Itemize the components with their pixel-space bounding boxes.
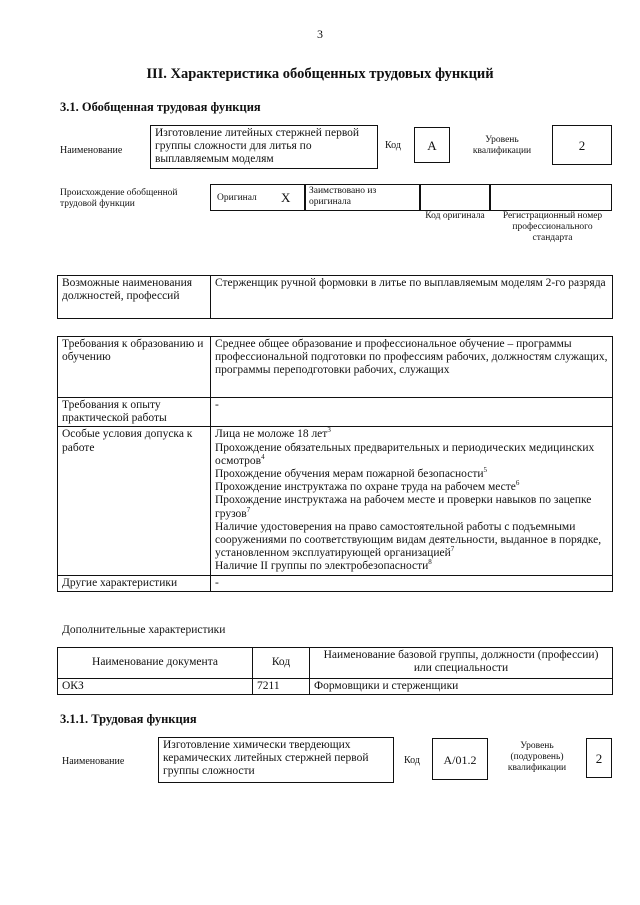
footnote-ref: 4 <box>261 452 265 461</box>
gtf-code-label: Код <box>385 140 401 151</box>
code-orig-caption: Код оригинала <box>425 211 485 221</box>
section-title: III. Характеристика обобщенных трудовых функций <box>146 66 494 82</box>
positions-table <box>57 275 613 319</box>
row-doc: ОКЗ <box>58 679 253 695</box>
positions-label: Возможные наименования должностей, профессий <box>58 276 211 319</box>
gtf-heading: 3.1. Обобщенная трудовая функция <box>60 100 261 114</box>
tf-level-label: Уровень (подуровень) квалификации <box>507 741 567 773</box>
page-number: 3 <box>317 27 323 41</box>
additional-table <box>57 647 613 695</box>
row-name: Формовщики и стерженщики <box>310 679 613 695</box>
gtf-level-label: Уровень квалификации <box>472 135 532 156</box>
special-conditions-label: Особые условия допуска к работе <box>58 427 211 575</box>
reg-number-box <box>490 184 612 211</box>
original-label: Оригинал <box>217 193 257 203</box>
positions-value: Стерженщик ручной формовки в литье по выплавляемым моделям 2-го разряда <box>211 276 613 319</box>
col-name-header: Наименование базовой группы, должности (профессии) или специальности <box>310 648 613 679</box>
reg-caption: Регистрационный номер профессионального стандарта <box>502 211 603 243</box>
col-doc-header: Наименование документа <box>58 648 253 679</box>
footnote-ref: 7 <box>450 545 455 554</box>
tf-code-label: Код <box>404 755 420 766</box>
col-code-header: Код <box>253 648 310 679</box>
special-conditions-list <box>211 427 613 575</box>
special-condition-item <box>215 481 608 494</box>
gtf-level-value: 2 <box>552 125 612 165</box>
additional-heading: Дополнительные характеристики <box>62 624 226 636</box>
special-condition-item <box>215 428 608 441</box>
education-value: Среднее общее образование и профессиональное обучение – программы профессиональной подготовки по профессиям рабочих, должностям служащих, программы переподготовки рабочих, служащих <box>211 337 613 398</box>
special-condition-item <box>215 442 608 468</box>
special-condition-text: Прохождение инструктажа по охране труда на рабочем месте <box>215 481 516 494</box>
tf-name-value: Изготовление химически твердеющих керамических литейных стержней первой группы сложности <box>158 737 394 783</box>
special-condition-text: Наличие II группы по электробезопасности <box>215 560 429 573</box>
special-condition-item <box>215 521 608 561</box>
original-box <box>210 184 305 211</box>
special-condition-text: Прохождение обязательных предварительных и периодических медицинских осмотров <box>215 441 595 467</box>
special-condition-item <box>215 468 608 481</box>
special-condition-item <box>215 560 608 573</box>
row-code: 7211 <box>253 679 310 695</box>
tf-heading: 3.1.1. Трудовая функция <box>60 712 197 726</box>
footnote-ref: 8 <box>428 558 432 567</box>
special-condition-text: Прохождение инструктажа на рабочем месте и проверки навыков по зацепке грузов <box>215 494 592 520</box>
tf-code-value: A/01.2 <box>432 738 488 780</box>
requirements-table <box>57 336 613 592</box>
table-row <box>58 679 613 695</box>
original-mark: X <box>281 190 291 205</box>
footnote-ref: 6 <box>515 479 520 488</box>
experience-value: - <box>211 398 613 427</box>
footnote-ref: 5 <box>483 466 488 475</box>
other-value: - <box>211 575 613 591</box>
tf-name-label: Наименование <box>62 756 125 767</box>
experience-label: Требования к опыту практической работы <box>58 398 211 427</box>
gtf-name-label: Наименование <box>60 145 123 156</box>
special-condition-text: Наличие удостоверения на право самостоятельной работы с подъемными сооружениями по соответствующим видам деятельности, выданное в порядке, установленном эксплуатирующей организацией <box>215 520 602 560</box>
gtf-name-value: Изготовление литейных стержней первой группы сложности для литья по выплавляемым моделям <box>150 125 378 169</box>
code-orig-box <box>420 184 490 211</box>
education-label: Требования к образованию и обучению <box>58 337 211 398</box>
special-condition-text: Прохождение обучения мерам пожарной безопасности <box>215 468 484 481</box>
special-condition-item <box>215 494 608 520</box>
special-condition-text: Лица не моложе 18 лет <box>215 428 328 441</box>
tf-level-value: 2 <box>586 738 612 778</box>
borrowed-label: Заимствовано из оригинала <box>305 184 420 211</box>
footnote-ref: 7 <box>246 505 251 514</box>
footnote-ref: 3 <box>327 426 331 435</box>
gtf-origin-label: Происхождение обобщенной трудовой функции <box>60 188 178 209</box>
other-label: Другие характеристики <box>58 575 211 591</box>
gtf-code-value: А <box>414 127 450 163</box>
